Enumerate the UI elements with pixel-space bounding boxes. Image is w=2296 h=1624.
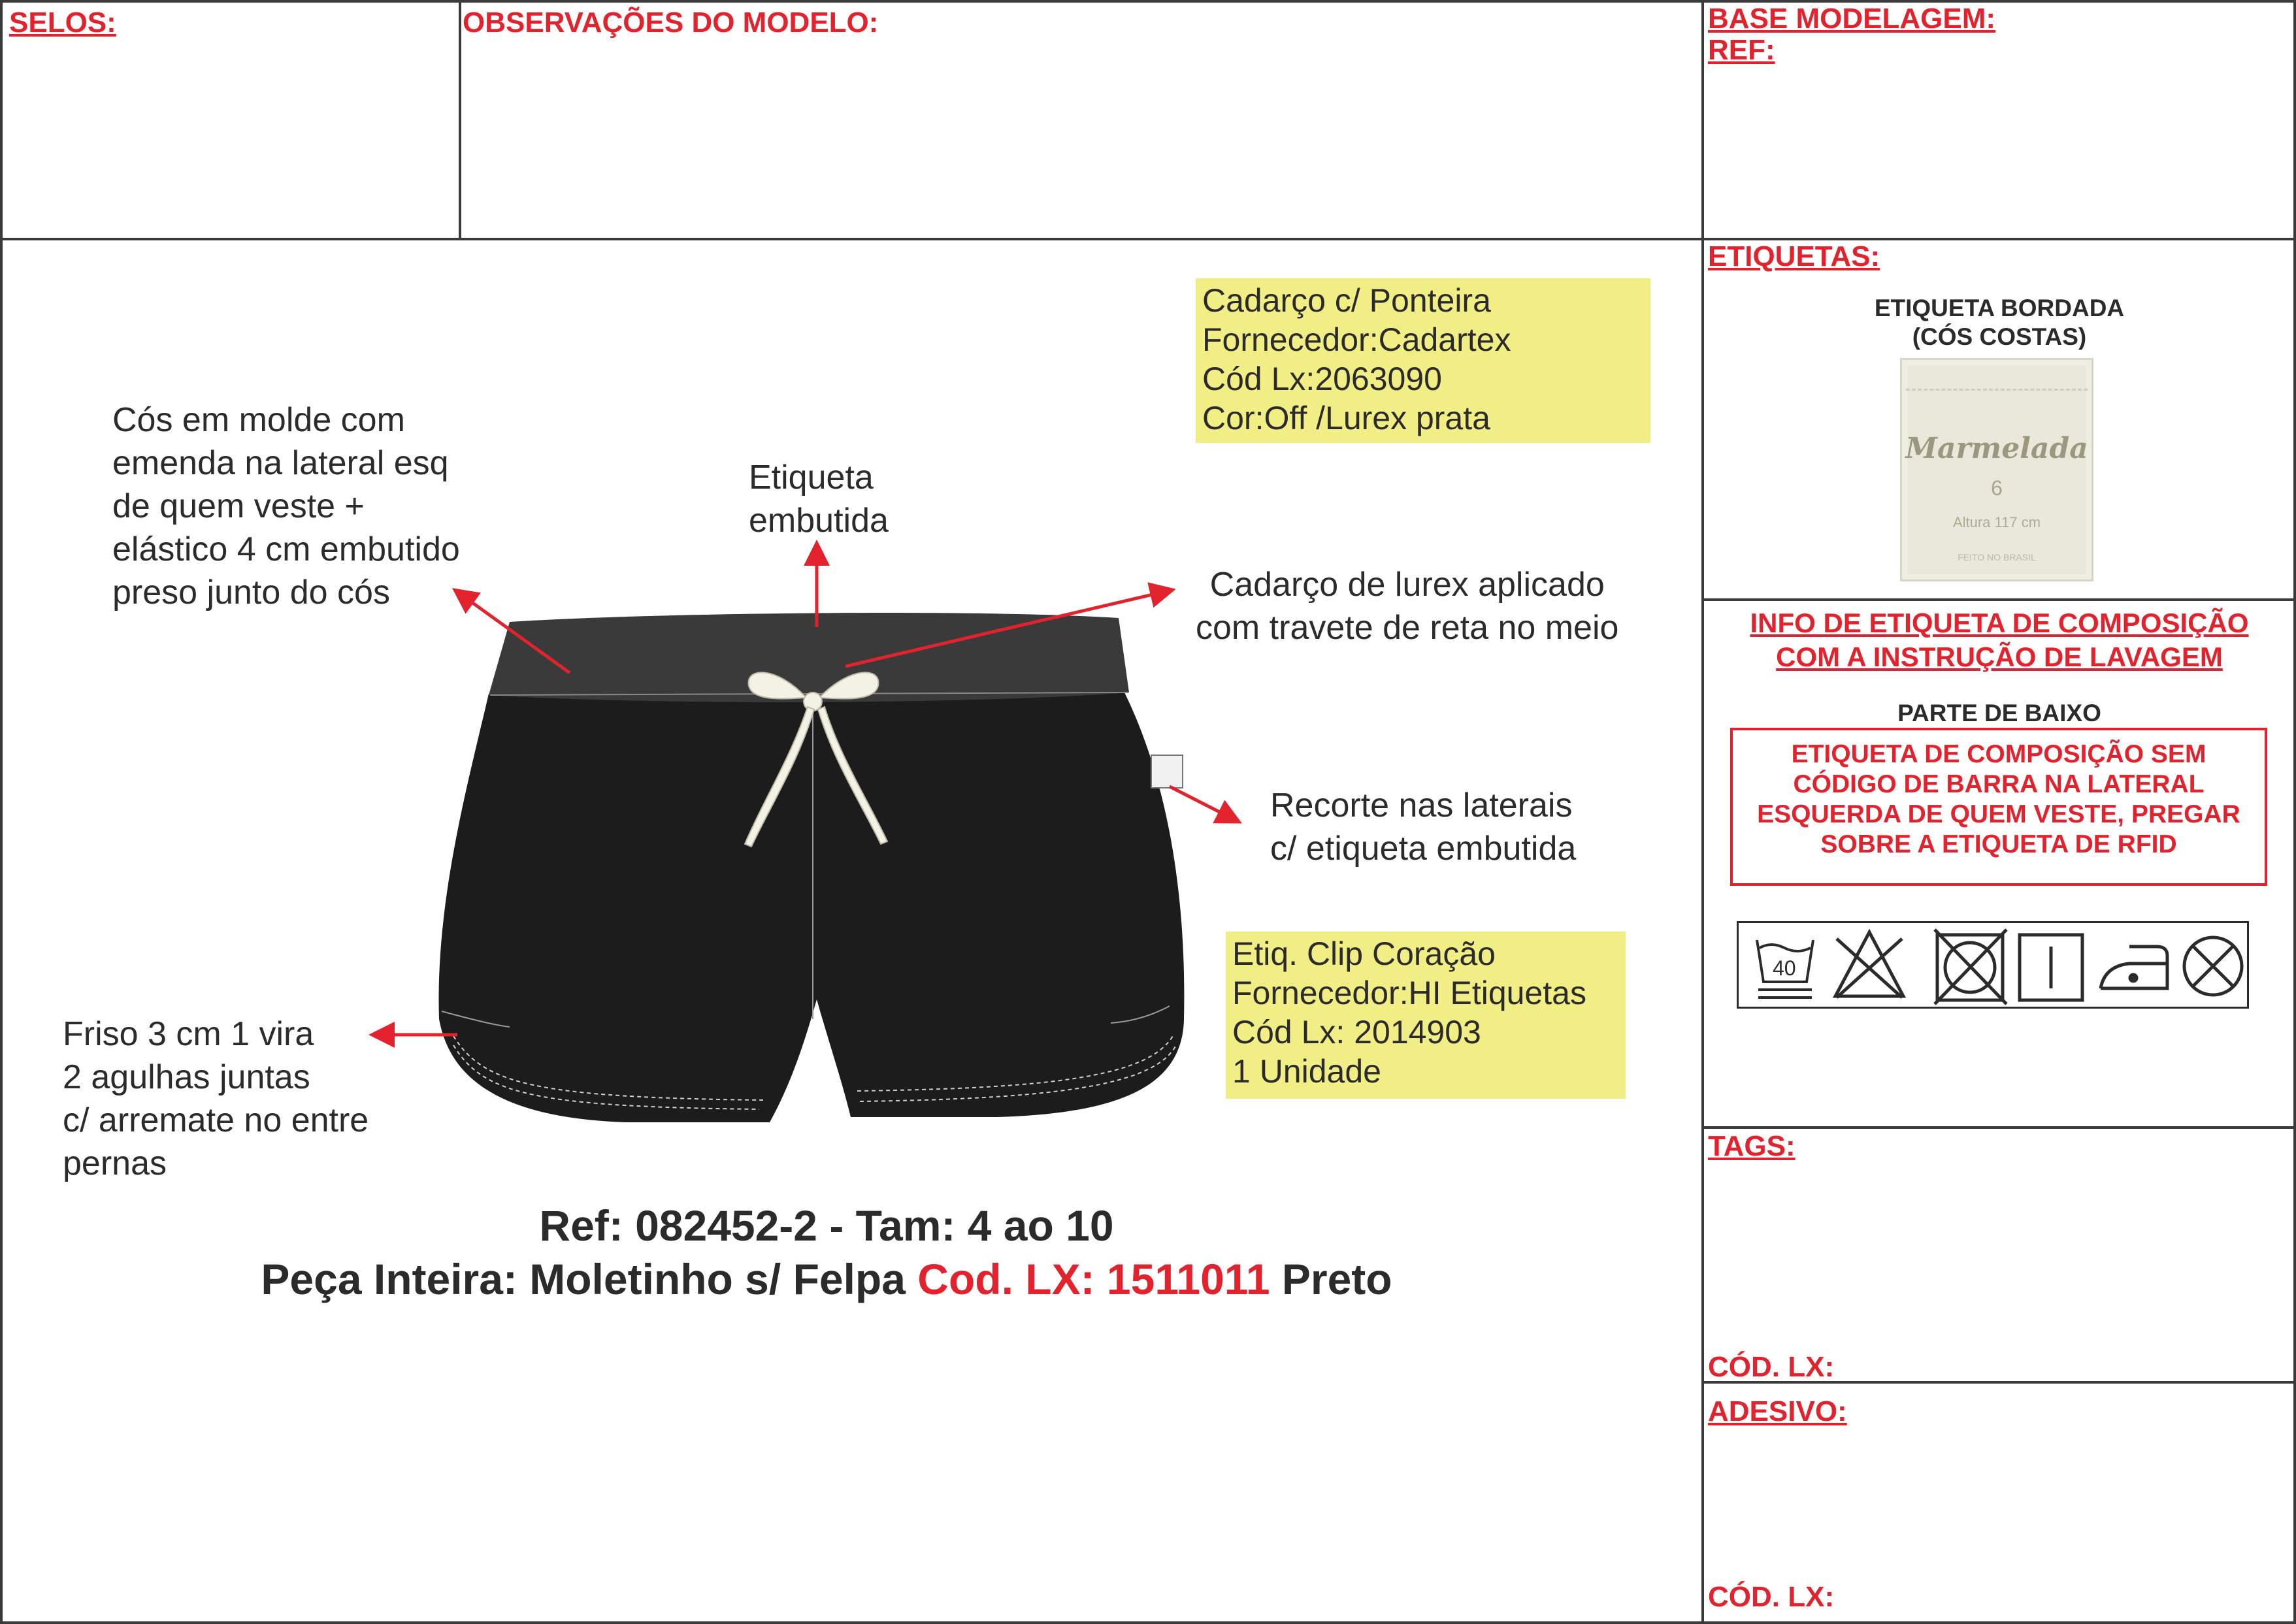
cadarco-info-line-4: Cor:Off /Lurex prata <box>1202 400 1490 436</box>
brand-label-image <box>1900 358 2093 581</box>
composition-line-3: ESQUERDA DE QUEM VESTE, PREGAR <box>1757 800 2240 828</box>
clip-info-line-3: Cód Lx: 2014903 <box>1232 1014 1481 1050</box>
note-friso: Friso 3 cm 1 vira 2 agulhas juntas c/ arremate no entre pernas <box>63 1015 369 1182</box>
tags-box <box>1701 1126 2296 1384</box>
info-composicao-label <box>1705 606 2293 674</box>
composition-line-2: CÓDIGO DE BARRA NA LATERAL <box>1793 770 2205 798</box>
piece-line <box>0 1253 1653 1305</box>
note-cos: Cós em molde com emenda na lateral esq de quem veste + elástico 4 cm embutido preso junto do cós <box>112 401 460 611</box>
adesivo-cod-label: CÓD. LX: <box>1708 1581 1835 1613</box>
shorts-body <box>439 691 1185 1122</box>
waistband <box>489 613 1129 702</box>
composition-warning-box <box>1730 728 2267 886</box>
care-symbols-svg <box>1739 923 2247 1007</box>
composition-line-4: SOBRE A ETIQUETA DE RFID <box>1820 830 2177 858</box>
no-bleach-icon <box>1835 932 1903 998</box>
tags-cod-label: CÓD. LX: <box>1708 1351 1835 1383</box>
note-etiqueta: Etiqueta embutida <box>749 459 889 540</box>
selos-label: SELOS: <box>9 7 116 39</box>
piece-code: Cod. LX: 1511011 <box>917 1255 1270 1303</box>
etiqueta-bordada-subtitle: (CÓS COSTAS) <box>1912 323 2087 350</box>
cadarco-info-box <box>1196 278 1650 443</box>
piece-prefix: Peça Inteira: Moletinho s/ Felpa <box>261 1255 918 1303</box>
wash-temperature: 40 <box>1773 956 1796 980</box>
brand-label-size: 6 <box>1991 476 2003 500</box>
iron-low-icon <box>2101 947 2167 988</box>
wash-40-icon <box>1757 940 1813 998</box>
arrow-recorte <box>1170 787 1236 820</box>
info-composicao-line1: INFO DE ETIQUETA DE COMPOSIÇÃO <box>1750 608 2249 638</box>
note-cadarco: Cadarço de lurex aplicado com travete de reta no meio <box>1196 566 1619 647</box>
tags-label: TAGS: <box>1708 1130 1796 1162</box>
brand-label-brand: Marmelada <box>1905 432 2088 465</box>
care-symbols <box>1737 921 2249 1009</box>
no-tumble-dry-icon <box>1935 930 2007 1004</box>
adesivo-label: ADESIVO: <box>1708 1395 1847 1427</box>
base-modelagem-box <box>1701 0 2296 240</box>
piece-color: Preto <box>1270 1255 1392 1303</box>
etiqueta-bordada-title <box>1705 294 2293 351</box>
clip-info-box <box>1226 932 1626 1099</box>
etiquetas-label: ETIQUETAS: <box>1708 240 1880 272</box>
cadarco-info-line-2: Fornecedor:Cadartex <box>1202 321 1511 358</box>
note-recorte: Recorte nas laterais c/ etiqueta embutida <box>1270 787 1577 868</box>
cadarco-info-line-3: Cód Lx:2063090 <box>1202 361 1442 397</box>
brand-label-origin: FEITO NO BRASIL <box>1958 552 2036 562</box>
side-label-tag <box>1151 755 1183 788</box>
no-dry-clean-icon <box>2184 937 2242 995</box>
info-composicao-line2: COM A INSTRUÇÃO DE LAVAGEM <box>1776 641 2223 672</box>
cadarco-info-line-1: Cadarço c/ Ponteira <box>1202 282 1491 319</box>
clip-info-line-1: Etiq. Clip Coração <box>1232 935 1496 972</box>
brand-label-height: Altura 117 cm <box>1952 514 2041 530</box>
clip-info-line-2: Fornecedor:HI Etiquetas <box>1232 975 1586 1011</box>
observacoes-label: OBSERVAÇÕES DO MODELO: <box>463 7 879 39</box>
brand-label-stitch <box>1906 389 2088 391</box>
composition-line-1: ETIQUETA DE COMPOSIÇÃO SEM <box>1791 740 2206 768</box>
line-dry-icon <box>2020 935 2082 1000</box>
ref-label: REF: <box>1708 34 1775 66</box>
clip-info-line-4: 1 Unidade <box>1232 1053 1381 1090</box>
base-modelagem-label: BASE MODELAGEM: <box>1708 3 1995 35</box>
ref-line: Ref: 082452-2 - Tam: 4 ao 10 <box>539 1201 1114 1250</box>
parte-de-baixo: PARTE DE BAIXO <box>1897 700 2101 726</box>
etiqueta-bordada-title-text: ETIQUETA BORDADA <box>1874 295 2125 321</box>
